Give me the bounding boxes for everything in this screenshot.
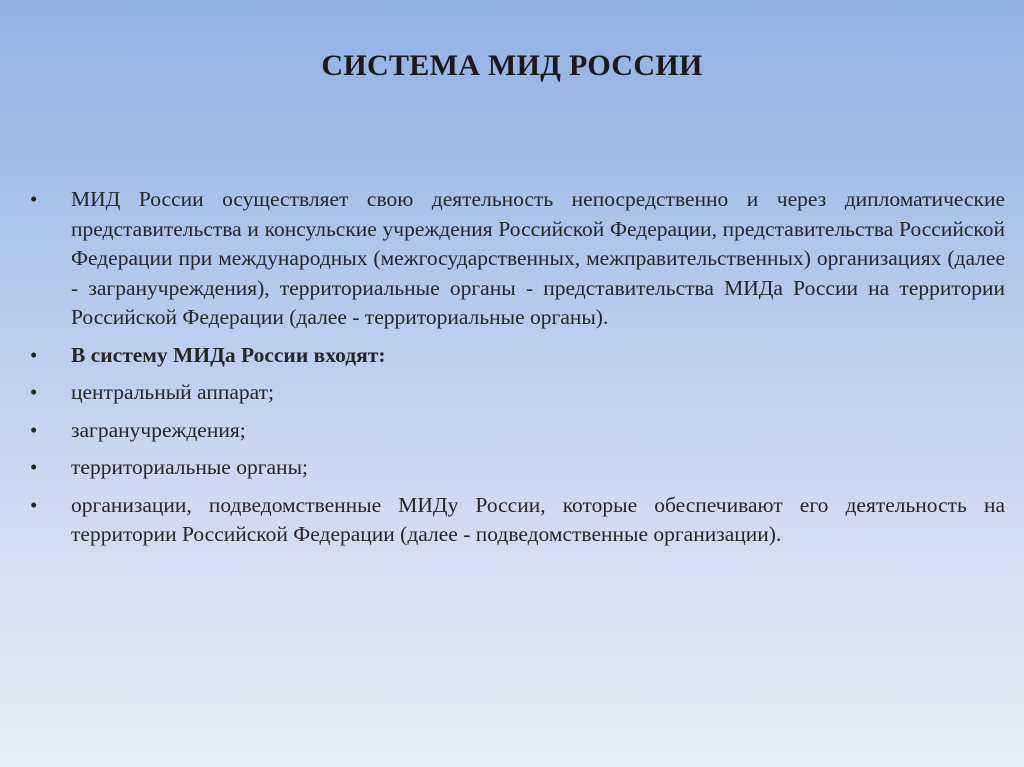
bullet-item-activity	[30, 185, 1005, 333]
bullet-item-central-apparatus	[30, 378, 1005, 408]
bullet-item-territorial-bodies	[30, 453, 1005, 483]
bullet-item-subordinate-organizations	[30, 491, 1005, 550]
bullet-icon: •	[30, 380, 38, 404]
bullet-icon: •	[30, 492, 38, 517]
bullet-text: МИД России осуществляет свою деятельность непосредственно и через дипломатические представительства и консульские учреждения Российской Федерации, представительства Российской Федерации при международных (межгосударственных, межправительственных) организациях (далее - загранучреждения), территориальные органы - представительства МИДа России на территории Российской Федерации (далее - территориальные органы).	[71, 187, 1005, 329]
bullet-item-system-heading	[30, 341, 1005, 371]
bullet-icon: •	[30, 455, 38, 479]
bullet-text: загранучреждения;	[71, 417, 246, 442]
bullet-item-foreign-missions	[30, 416, 1005, 446]
bullet-icon: •	[30, 187, 38, 211]
bullet-text: центральный аппарат;	[71, 380, 274, 404]
slide-title: СИСТЕМА МИД РОССИИ	[321, 49, 703, 82]
bullet-text: территориальные органы;	[71, 455, 308, 479]
bullet-list	[30, 185, 1005, 558]
bullet-icon: •	[30, 417, 38, 442]
bullet-text: организации, подведомственные МИДу России, которые обеспечивают его деятельность на территории Российской Федерации (далее - подведомственные организации).	[71, 492, 1005, 546]
bullet-icon: •	[30, 342, 38, 367]
bullet-text: В систему МИДа России входят:	[71, 342, 386, 367]
